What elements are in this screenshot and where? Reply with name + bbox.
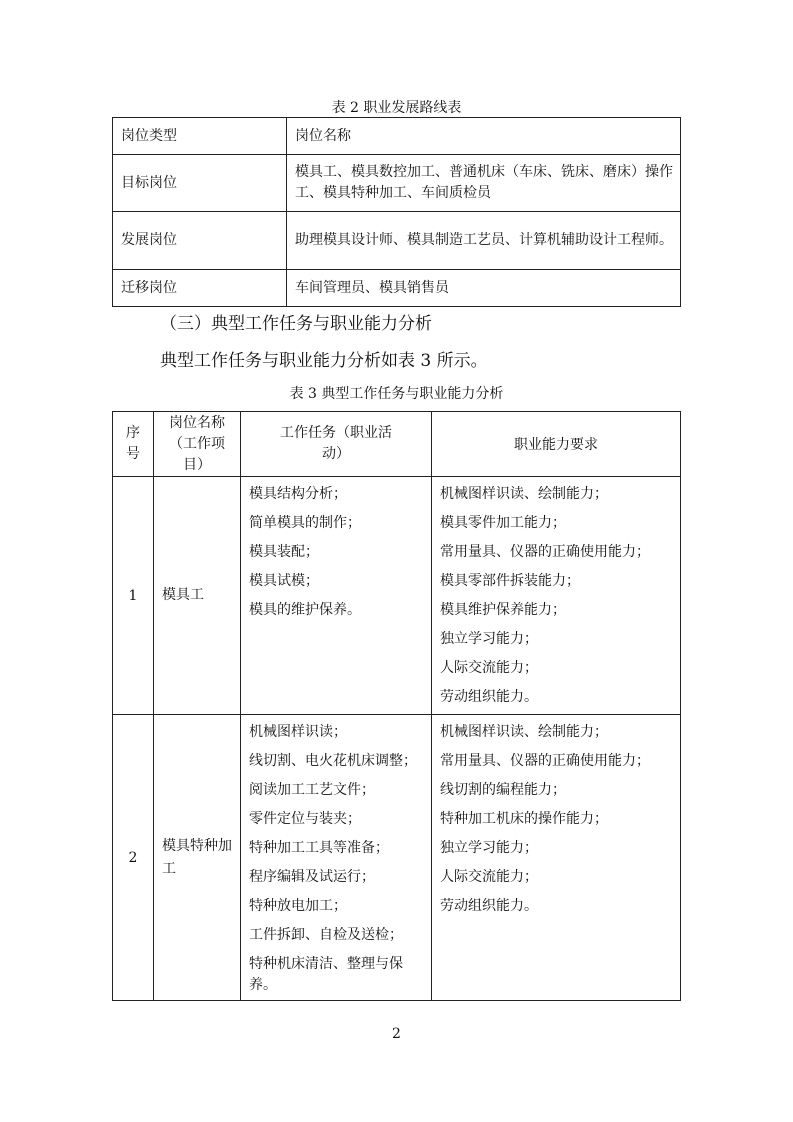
table3-header-cell: 工作任务（职业活动）	[241, 412, 432, 477]
table3-header-cell: 岗位名称（工作项目）	[154, 412, 241, 477]
list-item: 劳动组织能力。	[440, 898, 538, 914]
list-item: 线切割、电火花机床调整；	[249, 753, 417, 769]
table3-header-cell: 序号	[113, 412, 154, 477]
list-item: 独立学习能力；	[440, 631, 538, 647]
list-item: 常用量具、仪器的正确使用能力；	[440, 753, 650, 769]
tasks-cell	[241, 715, 432, 1001]
list-item: 模具结构分析；	[249, 486, 347, 502]
list-item: 零件定位与装夹；	[249, 811, 361, 827]
abilities-cell	[432, 715, 681, 1001]
list-item: 特种加工工具等准备；	[249, 840, 389, 856]
list-item: 特种放电加工；	[249, 898, 347, 914]
section-intro: 典型工作任务与职业能力分析如表 3 所示。	[160, 351, 488, 371]
career-path-table	[112, 117, 681, 307]
row-number-cell: 1	[113, 477, 154, 715]
page-number: 2	[392, 1026, 401, 1042]
table2-header-cell: 岗位类型	[113, 118, 287, 155]
list-item: 常用量具、仪器的正确使用能力；	[440, 544, 650, 560]
list-item: 机械图样识读、绘制能力；	[440, 724, 608, 740]
table2-cell: 车间管理员、模具销售员	[287, 270, 681, 307]
task-ability-table	[112, 411, 681, 1001]
list-item: 特种机床清洁、整理与保养。	[249, 956, 403, 993]
list-item: 工件拆卸、自检及送检；	[249, 927, 403, 943]
table-row	[113, 270, 681, 307]
table2-cell: 发展岗位	[113, 212, 287, 270]
post-name-cell: 模具特种加工	[154, 715, 241, 1001]
list-item: 模具维护保养能力；	[440, 602, 566, 618]
list-item: 程序编辑及试运行；	[249, 869, 375, 885]
list-item: 阅读加工工艺文件；	[249, 782, 375, 798]
list-item: 模具装配；	[249, 544, 319, 560]
list-item: 模具零件加工能力；	[440, 515, 566, 531]
table2-cell: 助理模具设计师、模具制造工艺员、计算机辅助设计工程师。	[287, 212, 681, 270]
table2-cell: 迁移岗位	[113, 270, 287, 307]
list-item: 机械图样识读、绘制能力；	[440, 486, 608, 502]
table3-caption: 表 3 典型工作任务与职业能力分析	[289, 386, 504, 402]
table2-cell: 模具工、模具数控加工、普通机床（车床、铣床、磨床）操作工、模具特种加工、车间质检员	[287, 155, 681, 212]
table3-header-cell: 职业能力要求	[432, 412, 681, 477]
table2-caption: 表 2 职业发展路线表	[331, 100, 462, 116]
list-item: 模具试模；	[249, 573, 319, 589]
list-item: 线切割的编程能力；	[440, 782, 566, 798]
post-name-cell: 模具工	[154, 477, 241, 715]
table2-header-cell: 岗位名称	[287, 118, 681, 155]
table-row	[113, 212, 681, 270]
table2-cell: 目标岗位	[113, 155, 287, 212]
section-heading: （三）典型工作任务与职业能力分析	[160, 314, 432, 334]
list-item: 机械图样识读；	[249, 724, 347, 740]
table-row	[113, 715, 681, 1001]
list-item: 模具零部件拆装能力；	[440, 573, 580, 589]
list-item: 简单模具的制作；	[249, 515, 361, 531]
table-row	[113, 155, 681, 212]
list-item: 模具的维护保养。	[249, 602, 361, 618]
tasks-cell	[241, 477, 432, 715]
table-row	[113, 477, 681, 715]
row-number-cell: 2	[113, 715, 154, 1001]
list-item: 独立学习能力；	[440, 840, 538, 856]
list-item: 特种加工机床的操作能力；	[440, 811, 608, 827]
list-item: 人际交流能力；	[440, 660, 538, 676]
abilities-cell	[432, 477, 681, 715]
list-item: 劳动组织能力。	[440, 689, 538, 705]
list-item: 人际交流能力；	[440, 869, 538, 885]
